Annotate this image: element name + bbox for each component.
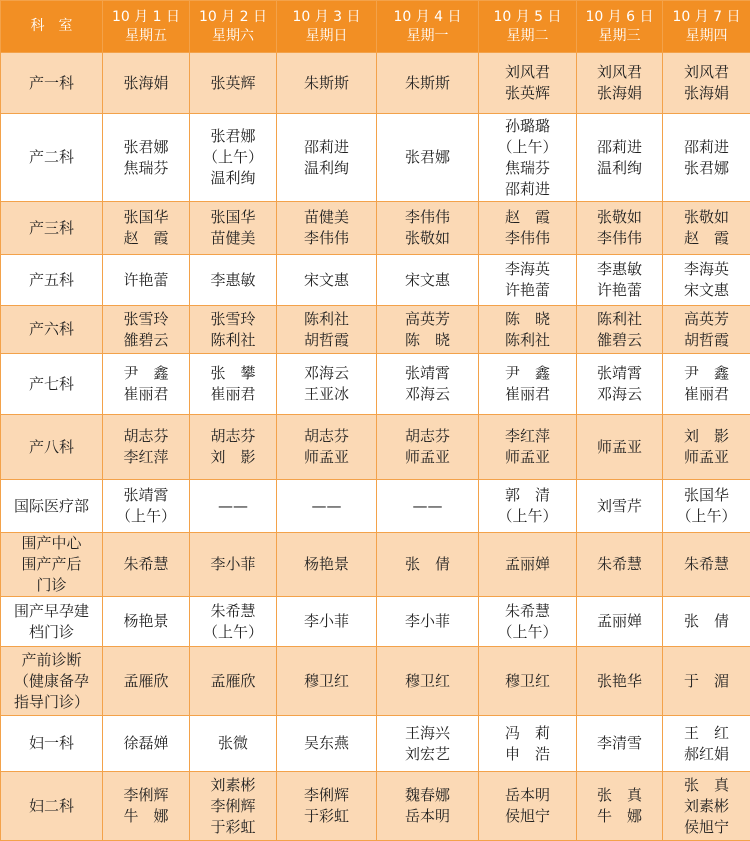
duty-cell: 张 真 刘素彬 侯旭宁 (663, 772, 750, 841)
dept-cell: 产二科 (1, 114, 103, 202)
table-row (1, 716, 750, 772)
duty-cell: 张 倩 (377, 533, 479, 597)
dept-cell: 妇一科 (1, 716, 103, 772)
dept-cell: 产八科 (1, 415, 103, 480)
duty-cell: 胡志芬 李红萍 (103, 415, 190, 480)
header-weekday: 星期六 (190, 27, 276, 46)
duty-cell: 岳本明 侯旭宁 (479, 772, 577, 841)
table-row (1, 597, 750, 647)
duty-cell: 高英芳 陈 晓 (377, 306, 479, 354)
duty-cell: 尹 鑫 崔丽君 (479, 354, 577, 415)
duty-cell: 刘素彬 李俐辉 于彩虹 (190, 772, 277, 841)
duty-cell: 朱斯斯 (277, 53, 377, 114)
duty-cell: —— (190, 480, 277, 533)
duty-cell: 魏春娜 岳本明 (377, 772, 479, 841)
duty-cell: 张靖霄 邓海云 (577, 354, 663, 415)
duty-cell: 冯 莉 申 浩 (479, 716, 577, 772)
table-row (1, 354, 750, 415)
duty-cell: 胡志芬 师孟亚 (277, 415, 377, 480)
dept-cell: 国际医疗部 (1, 480, 103, 533)
duty-cell: 李俐辉 于彩虹 (277, 772, 377, 841)
duty-cell: 张君娜 (377, 114, 479, 202)
duty-cell: 李小菲 (190, 533, 277, 597)
duty-cell: 苗健美 李伟伟 (277, 202, 377, 255)
duty-cell: 刘风君 张海娟 (663, 53, 750, 114)
duty-cell: 朱希慧 (577, 533, 663, 597)
header-row (1, 1, 750, 53)
duty-cell: 高英芳 胡哲霞 (663, 306, 750, 354)
duty-cell: 吴东燕 (277, 716, 377, 772)
duty-cell: 张 真 牛 娜 (577, 772, 663, 841)
dept-cell: 围产中心 围产产后 门诊 (1, 533, 103, 597)
header-date: 10 月 3 日 (277, 8, 376, 27)
duty-cell: 张英辉 (190, 53, 277, 114)
duty-cell: 张靖霄 （上午） (103, 480, 190, 533)
duty-cell: 张靖霄 邓海云 (377, 354, 479, 415)
duty-cell: 孟丽婵 (577, 597, 663, 647)
duty-cell: 尹 鑫 崔丽君 (663, 354, 750, 415)
table-row (1, 53, 750, 114)
dept-cell: 产一科 (1, 53, 103, 114)
duty-cell: 邵莉进 张君娜 (663, 114, 750, 202)
header-date: 10 月 6 日 (577, 8, 662, 27)
duty-cell: 张雪玲 陈利社 (190, 306, 277, 354)
duty-cell: 徐磊婵 (103, 716, 190, 772)
duty-cell: 邓海云 王亚冰 (277, 354, 377, 415)
duty-cell: 李小菲 (277, 597, 377, 647)
duty-cell: 李海英 宋文惠 (663, 255, 750, 306)
header-weekday: 星期五 (103, 27, 189, 46)
table-row (1, 114, 750, 202)
duty-cell: 张艳华 (577, 647, 663, 716)
duty-cell: 刘雪芹 (577, 480, 663, 533)
header-weekday: 星期二 (479, 27, 576, 46)
duty-cell: 张敬如 赵 霞 (663, 202, 750, 255)
duty-cell: 穆卫红 (377, 647, 479, 716)
dept-cell: 围产早孕建 档门诊 (1, 597, 103, 647)
duty-cell: 杨艳景 (277, 533, 377, 597)
dept-cell: 产七科 (1, 354, 103, 415)
duty-cell: 陈 晓 陈利社 (479, 306, 577, 354)
duty-cell: 张 倩 (663, 597, 750, 647)
header-dept: 科 室 (1, 1, 103, 53)
duty-cell: 张海娟 (103, 53, 190, 114)
duty-cell: 张国华 赵 霞 (103, 202, 190, 255)
duty-cell: 朱希慧 (103, 533, 190, 597)
duty-cell: 师孟亚 (577, 415, 663, 480)
duty-cell: 张微 (190, 716, 277, 772)
duty-cell: 赵 霞 李伟伟 (479, 202, 577, 255)
duty-cell: 张 攀 崔丽君 (190, 354, 277, 415)
dept-cell: 产前诊断 （健康备孕 指导门诊） (1, 647, 103, 716)
duty-cell: 孟雁欣 (103, 647, 190, 716)
dept-cell: 产五科 (1, 255, 103, 306)
header-day (103, 1, 190, 53)
duty-cell: 刘风君 张英辉 (479, 53, 577, 114)
duty-cell: 刘 影 师孟亚 (663, 415, 750, 480)
dept-cell: 产三科 (1, 202, 103, 255)
header-weekday: 星期一 (377, 27, 478, 46)
duty-cell: 李清雪 (577, 716, 663, 772)
header-date: 10 月 5 日 (479, 8, 576, 27)
duty-cell: 朱斯斯 (377, 53, 479, 114)
duty-cell: 孙璐璐 （上午） 焦瑞芬 邵莉进 (479, 114, 577, 202)
header-day (577, 1, 663, 53)
header-day (190, 1, 277, 53)
header-weekday: 星期日 (277, 27, 376, 46)
header-day (277, 1, 377, 53)
duty-cell: 刘风君 张海娟 (577, 53, 663, 114)
duty-cell: 郭 清 （上午） (479, 480, 577, 533)
table-row (1, 415, 750, 480)
header-day (377, 1, 479, 53)
header-day (479, 1, 577, 53)
duty-cell: 邵莉进 温利绚 (577, 114, 663, 202)
duty-cell: 王 红 郝红娟 (663, 716, 750, 772)
duty-cell: 李惠敏 (190, 255, 277, 306)
duty-cell: 宋文惠 (377, 255, 479, 306)
table-row (1, 306, 750, 354)
duty-cell: 张敬如 李伟伟 (577, 202, 663, 255)
header-date: 10 月 7 日 (663, 8, 750, 27)
header-date: 10 月 2 日 (190, 8, 276, 27)
table-row (1, 255, 750, 306)
duty-cell: 王海兴 刘宏艺 (377, 716, 479, 772)
duty-cell: 李小菲 (377, 597, 479, 647)
duty-cell: 邵莉进 温利绚 (277, 114, 377, 202)
duty-cell: 胡志芬 刘 影 (190, 415, 277, 480)
duty-cell: 朱希慧 （上午） (479, 597, 577, 647)
dept-cell: 产六科 (1, 306, 103, 354)
duty-cell: 李伟伟 张敬如 (377, 202, 479, 255)
duty-cell: 张国华 （上午） (663, 480, 750, 533)
header-day (663, 1, 750, 53)
duty-cell: 李惠敏 许艳蕾 (577, 255, 663, 306)
duty-cell: 张君娜 焦瑞芬 (103, 114, 190, 202)
duty-cell: 李俐辉 牛 娜 (103, 772, 190, 841)
table-row (1, 533, 750, 597)
duty-cell: 李红萍 师孟亚 (479, 415, 577, 480)
duty-cell: 杨艳景 (103, 597, 190, 647)
table-row (1, 202, 750, 255)
duty-cell: 张君娜 （上午） 温利绚 (190, 114, 277, 202)
duty-cell: 朱希慧 （上午） (190, 597, 277, 647)
duty-cell: 陈利社 胡哲霞 (277, 306, 377, 354)
table-row (1, 647, 750, 716)
duty-cell: 张雪玲 雒碧云 (103, 306, 190, 354)
header-weekday: 星期三 (577, 27, 662, 46)
duty-cell: —— (277, 480, 377, 533)
duty-cell: 宋文惠 (277, 255, 377, 306)
duty-cell: 朱希慧 (663, 533, 750, 597)
duty-cell: 穆卫红 (277, 647, 377, 716)
duty-cell: 许艳蕾 (103, 255, 190, 306)
dept-cell: 妇二科 (1, 772, 103, 841)
duty-cell: 孟丽婵 (479, 533, 577, 597)
duty-cell: 穆卫红 (479, 647, 577, 716)
duty-cell: 李海英 许艳蕾 (479, 255, 577, 306)
duty-cell: 孟雁欣 (190, 647, 277, 716)
duty-cell: 胡志芬 师孟亚 (377, 415, 479, 480)
table-row (1, 480, 750, 533)
header-date: 10 月 1 日 (103, 8, 189, 27)
header-date: 10 月 4 日 (377, 8, 478, 27)
duty-cell: 陈利社 雒碧云 (577, 306, 663, 354)
header-weekday: 星期四 (663, 27, 750, 46)
duty-cell: —— (377, 480, 479, 533)
table-row (1, 772, 750, 841)
duty-cell: 尹 鑫 崔丽君 (103, 354, 190, 415)
duty-cell: 于 湄 (663, 647, 750, 716)
duty-cell: 张国华 苗健美 (190, 202, 277, 255)
